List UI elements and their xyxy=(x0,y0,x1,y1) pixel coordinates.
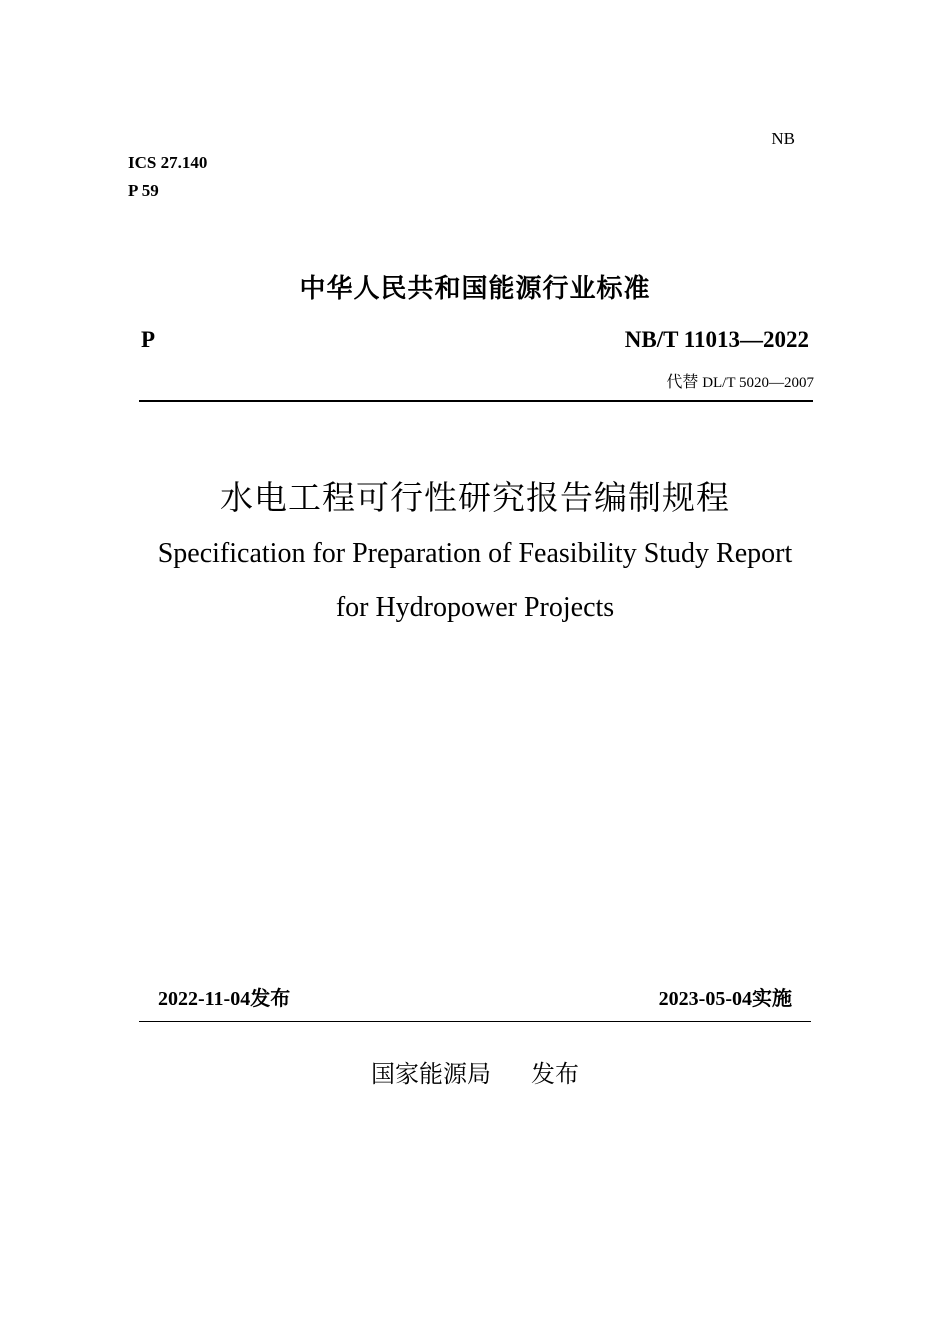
top-rule xyxy=(139,400,813,402)
implementation-date xyxy=(659,982,792,1011)
replaces-line xyxy=(666,369,814,392)
title-english-line-2: for Hydropower Projects xyxy=(335,592,615,623)
ccs-code: P 59 xyxy=(128,181,159,200)
nb-mark: NB xyxy=(771,129,795,148)
issue-date-label: 发布 xyxy=(250,986,291,1010)
ics-code: ICS 27.140 xyxy=(128,153,208,172)
implementation-date-label: 实施 xyxy=(752,986,792,1010)
issue-date-value: 2022-11-04 xyxy=(158,988,251,1010)
publisher-action: 发布 xyxy=(531,1060,579,1088)
publisher-line xyxy=(0,1054,950,1089)
bottom-rule xyxy=(139,1021,811,1022)
replaces-number: DL/T 5020—2007 xyxy=(702,375,814,391)
implementation-date-value: 2023-05-04 xyxy=(658,988,752,1010)
publisher-name: 国家能源局 xyxy=(371,1060,491,1088)
title-chinese: 水电工程可行性研究报告编制规程 xyxy=(220,478,730,517)
title-english-line-1: Specification for Preparation of Feasibility Study Report xyxy=(157,538,793,569)
standard-category: 中华人民共和国能源行业标准 xyxy=(299,274,651,304)
standard-number: NB/T 11013—2022 xyxy=(624,327,809,352)
issue-date xyxy=(158,982,290,1011)
replaces-label: 代替 xyxy=(666,372,699,391)
p-code: P xyxy=(141,327,156,352)
